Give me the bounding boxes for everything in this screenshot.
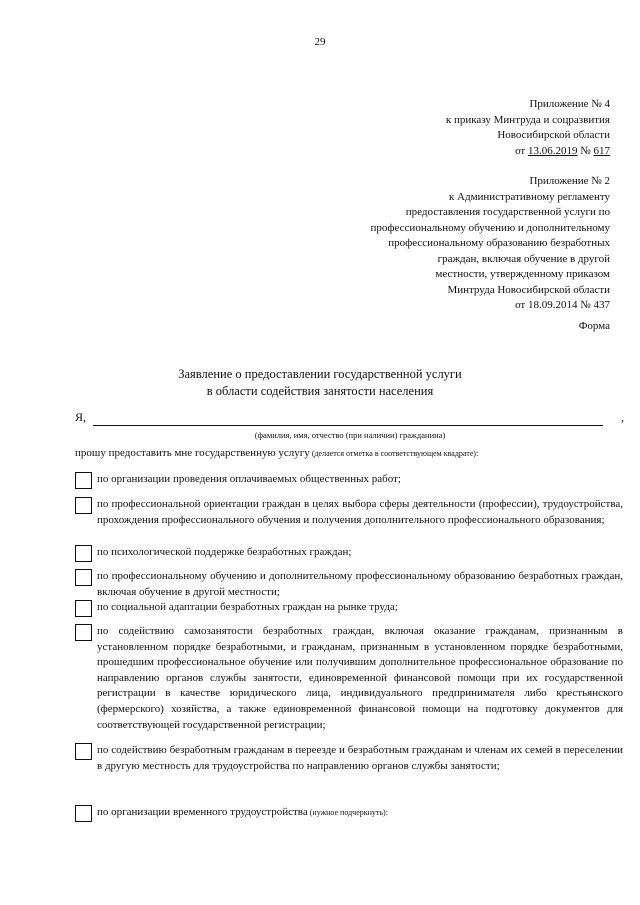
appendix-4-date-line (446, 144, 610, 160)
applicant-name-field[interactable] (93, 425, 603, 426)
option-checkbox[interactable] (75, 805, 92, 822)
option-checkbox[interactable] (75, 600, 92, 617)
appendix-4-block (446, 97, 610, 159)
option-checkbox[interactable] (75, 497, 92, 514)
request-hint: (делается отметка в соответствующем квадрате): (309, 449, 479, 458)
form-title-line: в области содействия занятости населения (206, 384, 434, 398)
appendix-2-line: к Административному регламенту (448, 190, 610, 203)
option-hint: (нужное подчеркнуть): (307, 808, 388, 817)
appendix-2-block (371, 174, 611, 314)
option-text: по содействию безработным гражданам в переезде и безработным гражданам и членам их семей в переселении в другую местность для трудоустройства по направлению органов службы занятости; (97, 744, 623, 772)
applicant-name-row (75, 410, 625, 430)
date-prefix: от (515, 144, 528, 157)
form-label: Форма (578, 320, 610, 332)
appendix-4-line: Новосибирской области (497, 129, 610, 141)
applicant-prefix: Я, (75, 410, 87, 424)
appendix-2-line: от 18.09.2014 № 437 (515, 299, 610, 311)
number-sign: № (577, 144, 594, 157)
order-number: 617 (593, 144, 610, 157)
option-text: по организации проведения оплачиваемых общественных работ; (97, 473, 401, 485)
option-text (97, 805, 623, 821)
appendix-2-line: Минтруда Новосибирской области (447, 283, 610, 296)
option-checkbox[interactable] (75, 472, 92, 489)
option-text: по профессиональной ориентации граждан в целях выбора сферы деятельности (профессии), трудоустройства, прохождения профессионального обучения и получения дополнительного профессионального образования; (97, 498, 623, 526)
form-title-line: Заявление о предоставлении государственной услуги (178, 367, 462, 381)
appendix-4-line: к приказу Минтруда и соцразвития (445, 113, 610, 126)
option-checkbox[interactable] (75, 569, 92, 586)
form-title (0, 366, 640, 400)
appendix-2-line: граждан, включая обучение в другой (437, 252, 610, 265)
appendix-2-line: профессиональному обучению и дополнительному (370, 221, 610, 234)
option-label: по организации временного трудоустройства (97, 806, 308, 818)
page-number: 29 (314, 36, 326, 48)
appendix-2-line: профессиональному образованию безработных (388, 237, 610, 249)
appendix-4-line: Приложение № 4 (529, 98, 610, 110)
option-checkbox[interactable] (75, 743, 92, 760)
applicant-suffix: , (621, 410, 624, 424)
appendix-2-line: местности, утвержденному приказом (435, 268, 610, 280)
option-text: по психологической поддержке безработных граждан; (97, 546, 352, 558)
option-checkbox[interactable] (75, 624, 92, 641)
request-text: прошу предоставить мне государственную услугу (75, 447, 310, 459)
order-date: 13.06.2019 (528, 144, 578, 157)
option-text: по профессиональному обучению и дополнительному профессиональному образованию безработных граждан, включая обучение в другой местности; (97, 570, 623, 598)
option-text: по содействию самозанятости безработных граждан, включая оказание гражданам, признанным в установленном порядке безработными, и гражданам, признанным в установленном порядке безработными, прошедшим профессиональное обучение или получившим дополнительное профессиональное образование по направлению органов службы занятости, единовременной финансовой помощи при их государственной регистрации в качестве юридического лица, индивидуального предпринимателя либо крестьянского (фермерского) хозяйства, а также единовременной финансовой помощи на подготовку документов для соответствующей государственной регистрации; (97, 625, 623, 731)
applicant-name-hint: (фамилия, имя, отчество (при наличии) гражданина) (254, 430, 446, 440)
option-text: по социальной адаптации безработных граждан на рынке труда; (97, 601, 398, 613)
appendix-2-line: Приложение № 2 (529, 175, 610, 187)
appendix-2-line: предоставления государственной услуги по (405, 206, 610, 218)
request-line (75, 447, 478, 459)
option-checkbox[interactable] (75, 545, 92, 562)
